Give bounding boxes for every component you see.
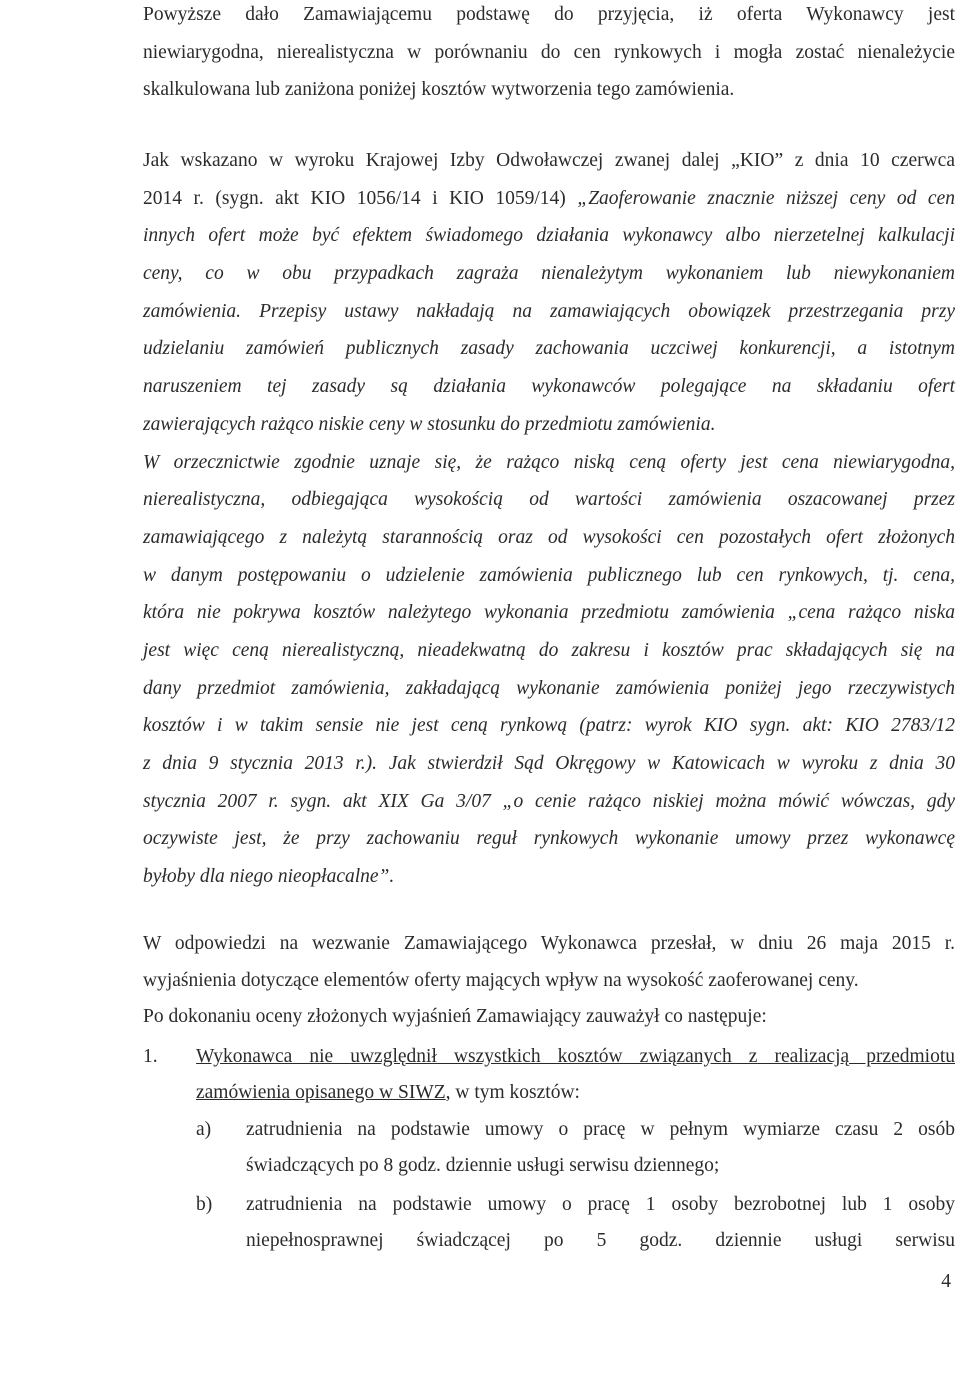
page-number: 4: [941, 1271, 951, 1292]
quote-line: zamówienia. Przepisy ustawy nakładają na zamawiających obowiązek przestrzegania przy: [143, 300, 955, 322]
plain-text: , w tym kosztów:: [445, 1082, 580, 1103]
quote-line: zamawiającego z należytą starannością oraz od wysokości cen pozostałych ofert złożonych: [143, 526, 955, 548]
sub-item: [246, 1187, 955, 1259]
paragraph-response: [143, 926, 955, 1036]
quote-line: naruszeniem tej zasady są działania wykonawców polegające na składaniu ofert: [143, 376, 955, 398]
paragraph-kio-citation: [143, 142, 955, 896]
quote-line: udzielaniu zamówień publicznych zasady zachowania uczciwej konkurencji, a istotnym: [143, 338, 955, 360]
quote-line: która nie pokrywa kosztów należytego wykonania przedmiotu zamówienia „cena rażąco niska: [143, 602, 955, 624]
citation-reference: 2014 r. (sygn. akt KIO 1056/14 i KIO 1059/14): [143, 187, 578, 209]
underlined-text: zamówienia opisanego w SIWZ: [196, 1082, 446, 1103]
quote-line: innych ofert może być efektem świadomego działania wykonawcy albo nierzetelnej kalkulacji: [143, 225, 955, 247]
quote-line: dany przedmiot zamówienia, zakładającą wykonanie zamówienia poniżej jego rzeczywistych: [143, 677, 955, 699]
sub-item-letter: b): [196, 1194, 213, 1215]
text-line: Powyższe dało Zamawiającemu podstawę do przyjęcia, iż oferta Wykonawcy jest: [143, 4, 955, 25]
quote-line: oczywiste jest, że przy zachowaniu reguł rynkowych wykonanie umowy przez wykonawcę: [143, 828, 955, 850]
quote-line: ceny, co w obu przypadkach zagraża nienależytym wykonaniem lub niewykonaniem: [143, 263, 955, 285]
sub-item-letter: a): [196, 1119, 212, 1140]
sub-item-line: świadczących po 8 godz. dziennie usługi serwisu dziennego;: [246, 1155, 720, 1176]
quote-line: kosztów i w takim sensie nie jest ceną rynkową (patrz: wyrok KIO sygn. akt: KIO 2783/12: [143, 715, 955, 737]
sub-item-line: zatrudnienia na podstawie umowy o pracę 1 osoby bezrobotnej lub 1 osoby: [246, 1194, 955, 1215]
quote-line: w danym postępowaniu o udzielenie zamówienia publicznego lub cen rynkowych, tj. cena,: [143, 564, 955, 586]
quote-line: z dnia 9 stycznia 2013 r.). Jak stwierdził Sąd Okręgowy w Katowicach w wyroku z dnia 30: [143, 753, 955, 774]
text-line: Po dokonaniu oceny złożonych wyjaśnień Zamawiający zauważył co następuje:: [143, 1006, 767, 1028]
quote-line: nierealistyczna, odbiegająca wysokością od wartości zamówienia oszacowanej przez: [143, 489, 955, 511]
quote-line: stycznia 2007 r. sygn. akt XIX Ga 3/07 „o cenie rażąco niskiej można mówić wówczas, gdy: [143, 790, 955, 812]
text-line: skalkulowana lub zaniżona poniżej kosztów wytworzenia tego zamówienia.: [143, 79, 735, 101]
text-line: wyjaśnienia dotyczące elementów oferty mających wpływ na wysokość zaoferowanej ceny.: [143, 969, 859, 991]
text-line: W odpowiedzi na wezwanie Zamawiającego Wykonawca przesłał, w dniu 26 maja 2015 r.: [143, 933, 955, 954]
sub-item-line: niepełnosprawnej świadczącej po 5 godz. dziennie usługi serwisu: [246, 1230, 955, 1251]
quote-line: jest więc ceną nierealistyczną, nieadekwatną do zakresu i kosztów prac składających się na: [143, 639, 955, 661]
quote-line: zawierających rażąco niskie ceny w stosunku do przedmiotu zamówienia.: [143, 413, 716, 435]
sub-item-line: zatrudnienia na podstawie umowy o pracę w pełnym wymiarze czasu 2 osób: [246, 1119, 955, 1140]
text-line-mixed: [143, 180, 955, 218]
text-line: niewiarygodna, nierealistyczna w porównaniu do cen rynkowych i mogła zostać nienależycie: [143, 41, 955, 63]
paragraph-conclusion: [143, 0, 955, 109]
list-item-line-mixed: [196, 1075, 955, 1111]
quote-line: W orzecznictwie zgodnie uznaje się, że rażąco niską ceną oferty jest cena niewiarygodna,: [143, 451, 955, 473]
text-line: Jak wskazano w wyroku Krajowej Izby Odwoławczej zwanej dalej „KIO” z dnia 10 czerwca: [143, 150, 955, 171]
list-item-number: 1.: [143, 1046, 158, 1067]
list-item: [196, 1039, 955, 1111]
quote-start: „Zaoferowanie znacznie niższej ceny od cen: [577, 187, 955, 209]
sub-item: [246, 1112, 955, 1184]
list-item-line: Wykonawca nie uwzględnił wszystkich kosztów związanych z realizacją przedmiotu: [196, 1046, 955, 1067]
quote-line: byłoby dla niego nieopłacalne”.: [143, 866, 395, 888]
